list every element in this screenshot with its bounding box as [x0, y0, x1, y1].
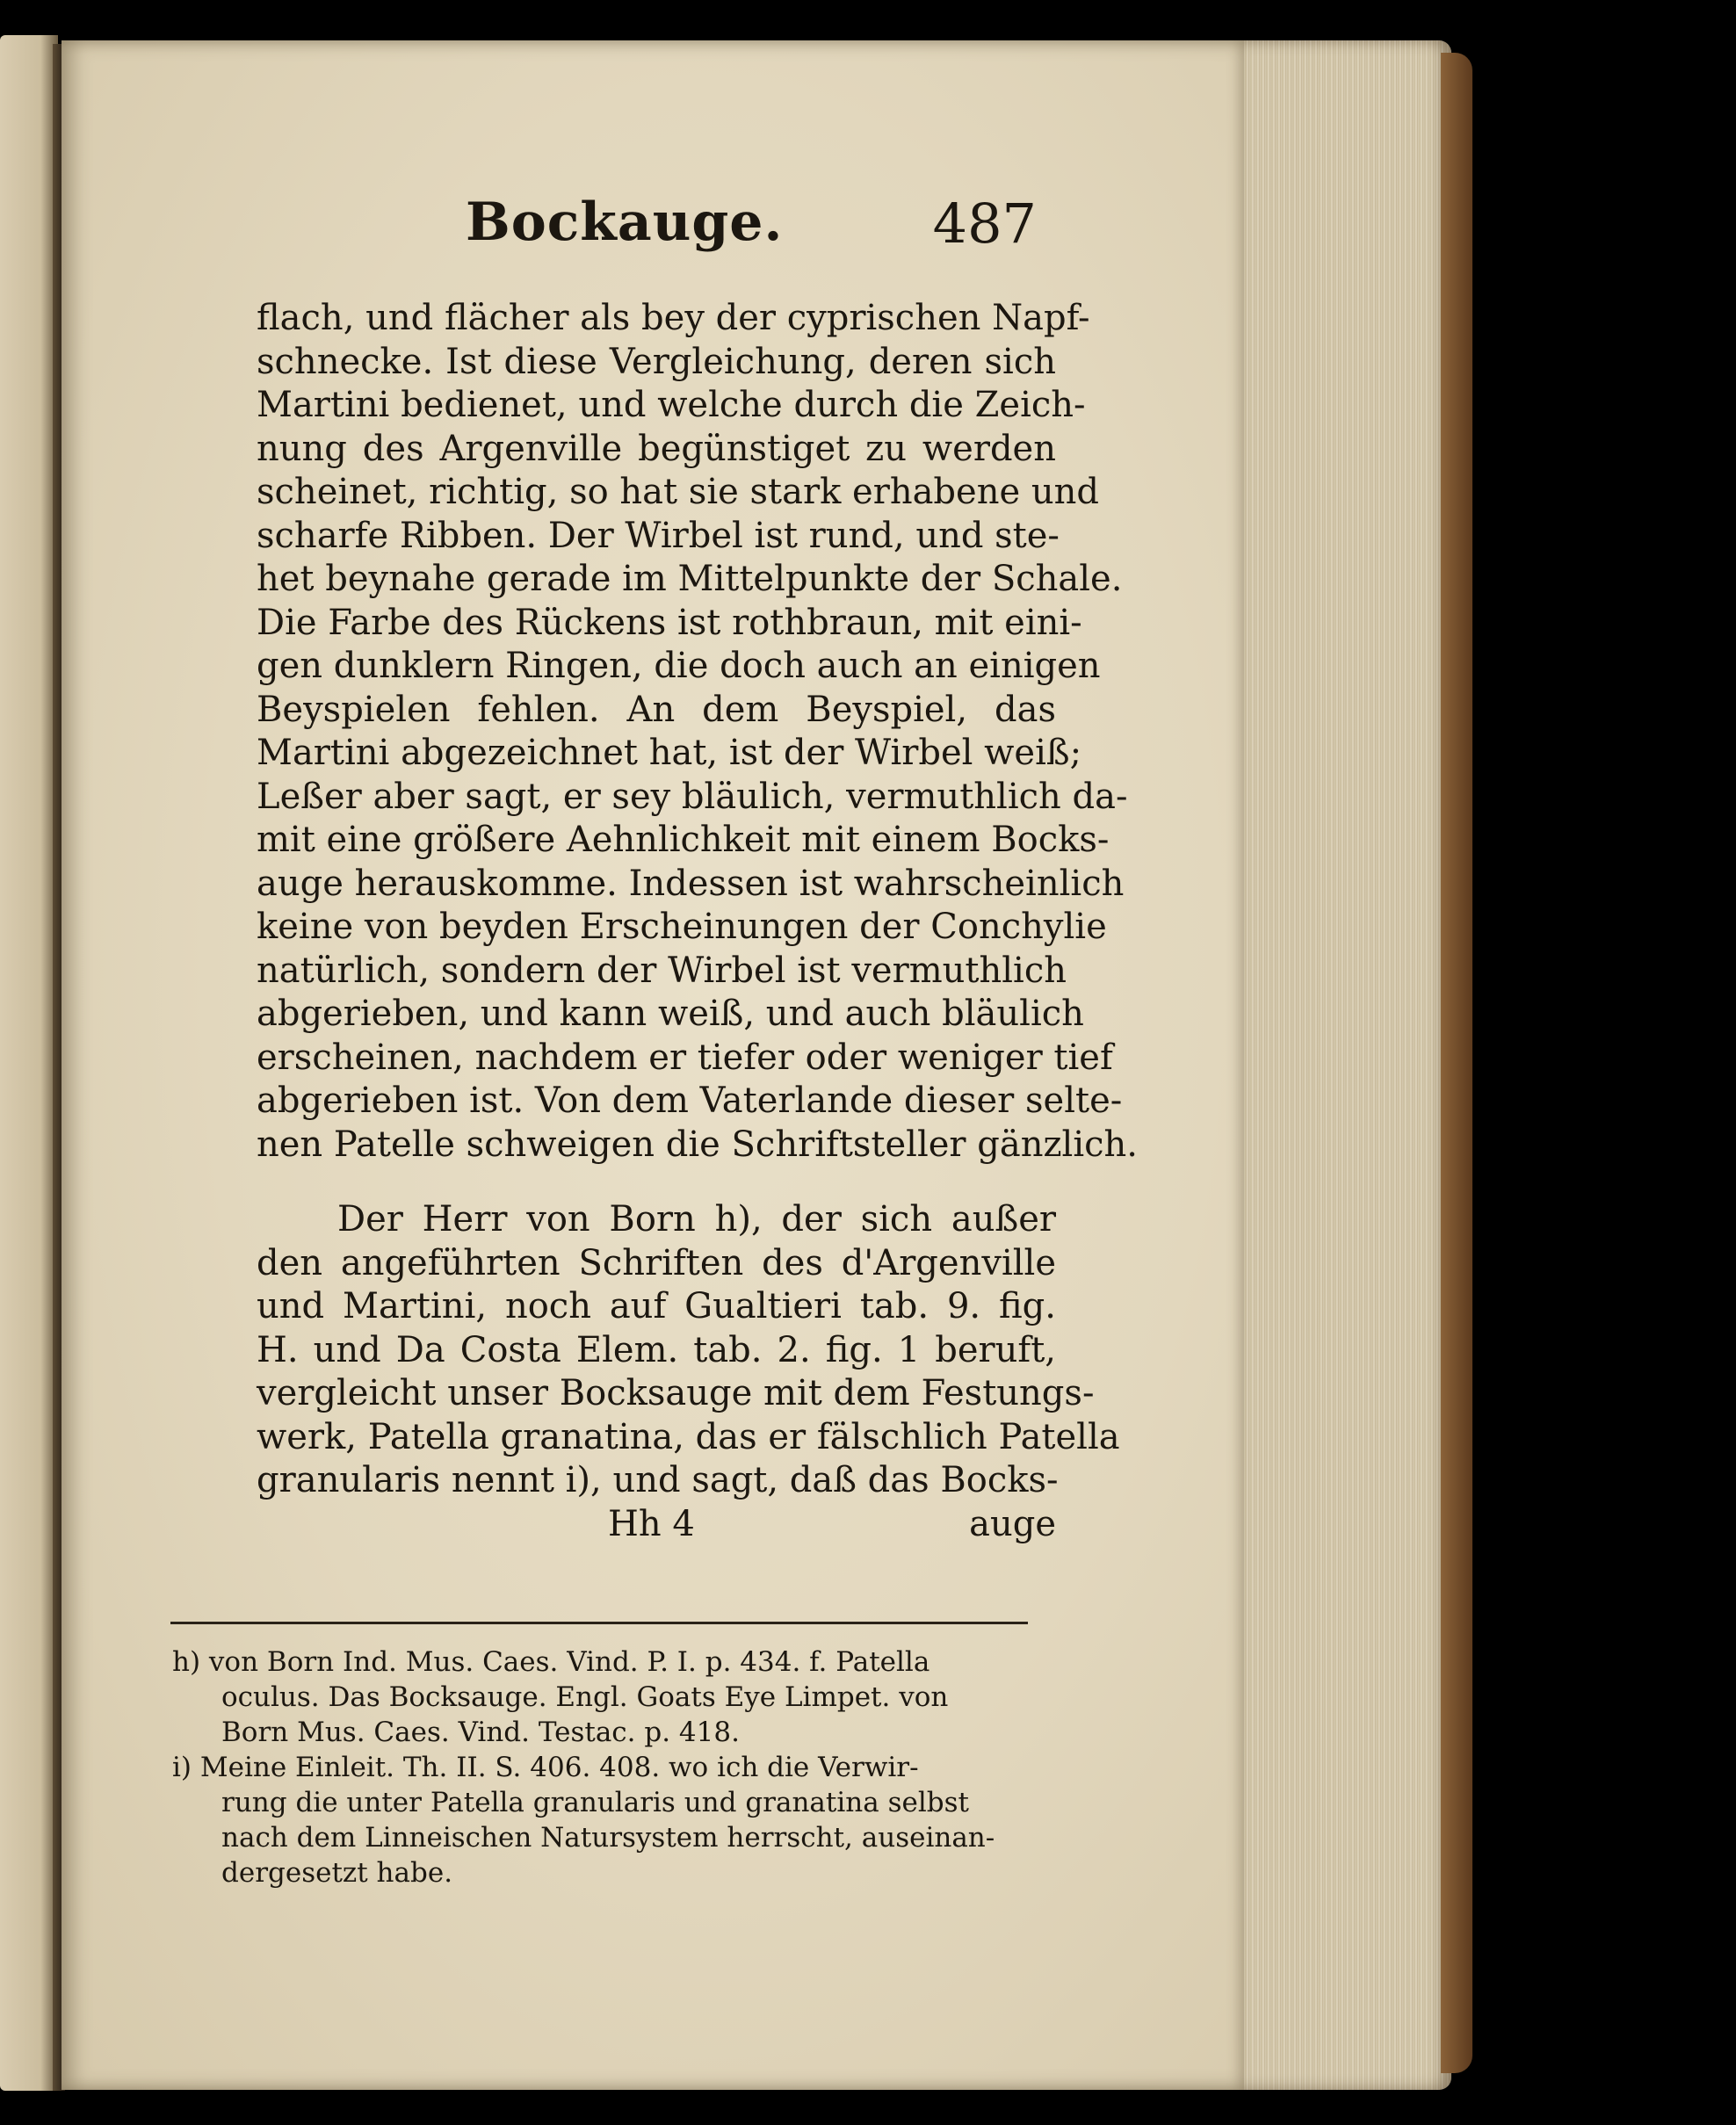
paragraph-gap — [257, 1167, 1056, 1198]
footnote-i-line: dergesetzt habe. — [221, 1857, 453, 1889]
page-number: 487 — [932, 192, 1037, 256]
catchword: auge — [969, 1503, 1056, 1544]
signature-line — [257, 1503, 1056, 1547]
facing-page-edge — [0, 35, 58, 2091]
text-line: den angeführten Schriften des d'Argenville — [257, 1242, 1056, 1283]
signature-mark: Hh 4 — [608, 1503, 695, 1544]
text-line: nung des Argenville begünstiget zu werden — [257, 428, 1056, 469]
text-line: H. und Da Costa Elem. tab. 2. fig. 1 beruft, — [257, 1329, 1056, 1370]
text-line: werk, Patella granatina, das er fälschlich Patella — [257, 1416, 1120, 1457]
text-line: Martini abgezeichnet hat, ist der Wirbel weiß; — [257, 733, 1082, 773]
text-line: keine von beyden Erscheinungen der Conchylie — [257, 907, 1107, 947]
text-line: Leßer aber sagt, er sey bläulich, vermuthlich da- — [257, 776, 1128, 817]
text-line: nen Patelle schweigen die Schriftsteller gänzlich. — [257, 1124, 1139, 1165]
text-line: abgerieben, und kann weiß, und auch bläulich — [257, 994, 1084, 1034]
text-line: Martini bedienet, und welche durch die Zeich- — [257, 385, 1086, 425]
footnote-i-line: rung die unter Patella granularis und granatina selbst — [221, 1787, 969, 1818]
footnote-h-line: Born Mus. Caes. Vind. Testac. p. 418. — [221, 1717, 740, 1748]
paragraph-1 — [257, 297, 1139, 1167]
footnote-i-line: i) Meine Einleit. Th. II. S. 406. 408. wo ich die Verwir- — [172, 1752, 919, 1783]
text-line: scheinet, richtig, so hat sie stark erhabene und — [257, 472, 1099, 512]
text-line: auge herauskomme. Indessen ist wahrscheinlich — [257, 863, 1125, 904]
footnote-h-line: h) von Born Ind. Mus. Caes. Vind. P. I. p. 434. f. Patella — [172, 1646, 930, 1678]
main-text — [257, 297, 1139, 1546]
text-line: mit eine größere Aehnlichkeit mit einem Bocks- — [257, 820, 1110, 860]
text-line: natürlich, sondern der Wirbel ist vermuthlich — [257, 950, 1067, 991]
text-line: Die Farbe des Rückens ist rothbraun, mit eini- — [257, 602, 1082, 643]
footnotes — [172, 1644, 1051, 1890]
text-line: abgerieben ist. Von dem Vaterlande dieser selte- — [257, 1081, 1123, 1121]
page-block-edge — [1244, 40, 1451, 2090]
text-line: granularis nennt i), und sagt, daß das Bocks- — [257, 1460, 1059, 1500]
page-header — [466, 192, 1037, 271]
text-line: Beyspielen fehlen. An dem Beyspiel, das — [257, 689, 1056, 730]
text-line: erscheinen, nachdem er tiefer oder weniger tief — [257, 1037, 1113, 1078]
footnote-h-line: oculus. Das Bocksauge. Engl. Goats Eye Limpet. von — [221, 1681, 949, 1713]
text-line: schnecke. Ist diese Vergleichung, deren sich — [257, 341, 1056, 382]
text-line: vergleicht unser Bocksauge mit dem Festungs- — [257, 1373, 1095, 1413]
paragraph-2 — [257, 1198, 1120, 1503]
text-line: Der Herr von Born h), der sich außer — [337, 1199, 1056, 1240]
footnote-i-line: nach dem Linneischen Natursystem herrscht, auseinan- — [221, 1822, 995, 1854]
text-line: und Martini, noch auf Gualtieri tab. 9. fig. — [257, 1286, 1056, 1326]
book-spine — [1441, 53, 1472, 2073]
text-line: scharfe Ribben. Der Wirbel ist rund, und ste- — [257, 515, 1060, 556]
text-line: flach, und flächer als bey der cyprischen Napf- — [257, 298, 1090, 338]
running-head: Bockauge. — [466, 192, 784, 253]
text-line: het beynahe gerade im Mittelpunkte der Schale. — [257, 559, 1123, 599]
footnote-rule — [170, 1622, 1028, 1624]
text-line: gen dunklern Ringen, die doch auch an einigen — [257, 646, 1101, 686]
